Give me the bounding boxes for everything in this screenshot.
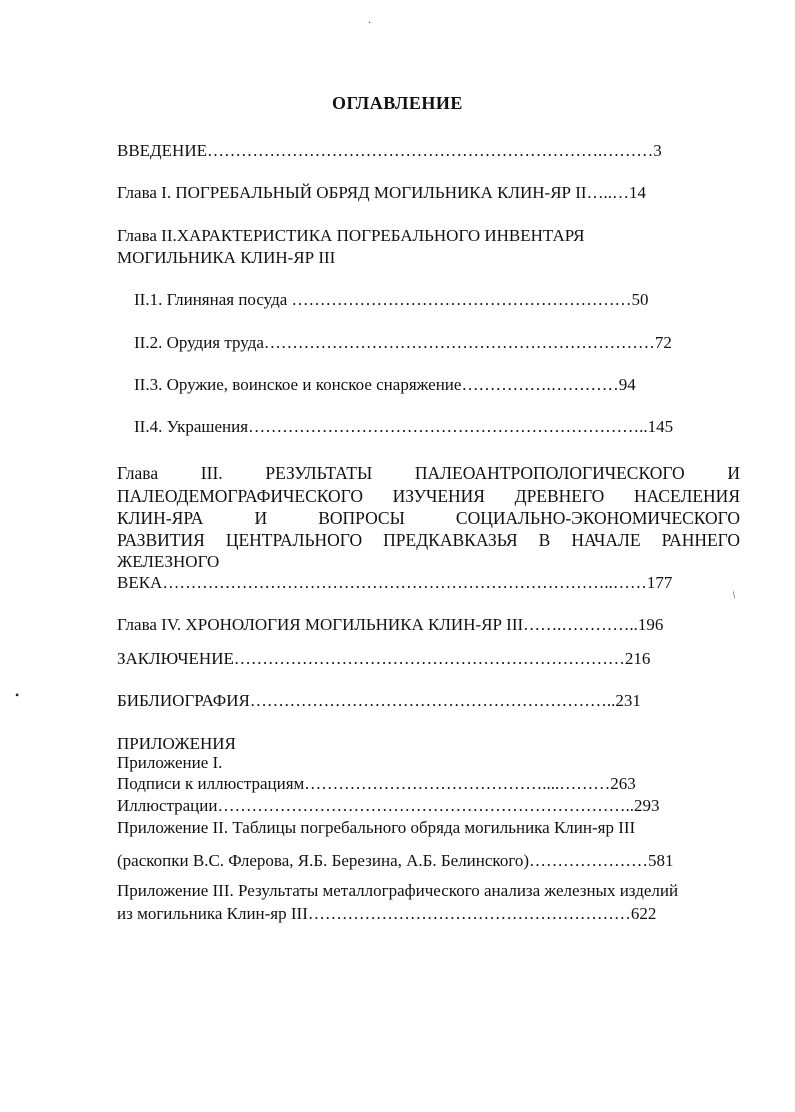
toc-entry-chapter-3-line5[interactable]: ЖЕЛЕЗНОГО (117, 552, 220, 571)
toc-entry-chapter-4[interactable]: Глава IV. ХРОНОЛОГИЯ МОГИЛЬНИКА КЛИН-ЯР III…….…………..196 (117, 615, 664, 634)
toc-appendix-3-line2[interactable]: из могильника Клин-яр III…………………………………………………622 (117, 904, 657, 923)
toc-appendix-1[interactable]: Приложение I. (117, 753, 223, 772)
toc-entry-chapter-3-line3[interactable]: КЛИН-ЯРА И ВОПРОСЫ СОЦИАЛЬНО-ЭКОНОМИЧЕСКОГО (117, 508, 740, 528)
toc-entry-chapter-3-line6[interactable]: ВЕКА……………………………………………………………………..……177 (117, 573, 673, 592)
toc-entry-chapter-3-line1[interactable]: Глава III. РЕЗУЛЬТАТЫ ПАЛЕОАНТРОПОЛОГИЧЕСКОГО И (117, 463, 740, 483)
toc-appendix-2-line2[interactable]: (раскопки В.С. Флерова, Я.Б. Березина, А.Б. Белинского)…………………581 (117, 851, 674, 870)
toc-entry-introduction[interactable]: ВВЕДЕНИЕ…………………………………………………………….………3 (117, 141, 662, 160)
toc-entry-chapter-2-line1[interactable]: Глава II.ХАРАКТЕРИСТИКА ПОГРЕБАЛЬНОГО ИНВЕНТАРЯ (117, 226, 585, 245)
toc-appendix-3-line1[interactable]: Приложение III. Результаты металлографического анализа железных изделий (117, 881, 679, 900)
toc-appendix-2-line1[interactable]: Приложение II. Таблицы погребального обряда могильника Клин-яр III (117, 818, 636, 837)
toc-appendices-heading[interactable]: ПРИЛОЖЕНИЯ (117, 734, 236, 753)
toc-appendix-1-captions[interactable]: Подписи к иллюстрациям……………………………………....………263 (117, 774, 636, 793)
page-title: ОГЛАВЛЕНИЕ (332, 93, 463, 113)
toc-entry-conclusion[interactable]: ЗАКЛЮЧЕНИЕ……………………………………………………………216 (117, 649, 651, 668)
toc-subentry-2-3[interactable]: II.3. Оружие, воинское и конское снаряжение…………….…………94 (134, 375, 636, 394)
toc-entry-bibliography[interactable]: БИБЛИОГРАФИЯ………………………………………………………..231 (117, 691, 641, 710)
toc-entry-chapter-3-line2[interactable]: ПАЛЕОДЕМОГРАФИЧЕСКОГО ИЗУЧЕНИЯ ДРЕВНЕГО НАСЕЛЕНИЯ (117, 486, 740, 506)
scan-speck: · (368, 18, 372, 29)
toc-entry-chapter-2-line2[interactable]: МОГИЛЬНИКА КЛИН-ЯР III (117, 248, 336, 267)
toc-appendix-1-illustrations[interactable]: Иллюстрации………………………………………………………………..293 (117, 796, 660, 815)
toc-subentry-2-2[interactable]: II.2. Орудия труда……………………………………………………………72 (134, 333, 672, 352)
toc-entry-chapter-3-line4[interactable]: РАЗВИТИЯ ЦЕНТРАЛЬНОГО ПРЕДКАВКАЗЬЯ В НАЧАЛЕ РАННЕГО (117, 530, 740, 550)
toc-subentry-2-4[interactable]: II.4. Украшения……………………………………………………………..145 (134, 417, 674, 436)
scan-speck: / (730, 590, 739, 601)
scan-speck: • (15, 688, 20, 702)
toc-entry-chapter-1[interactable]: Глава I. ПОГРЕБАЛЬНЫЙ ОБРЯД МОГИЛЬНИКА КЛИН-ЯР II…..…14 (117, 183, 647, 202)
toc-subentry-2-1[interactable]: II.1. Глиняная посуда ……………………………………………………50 (134, 290, 649, 309)
